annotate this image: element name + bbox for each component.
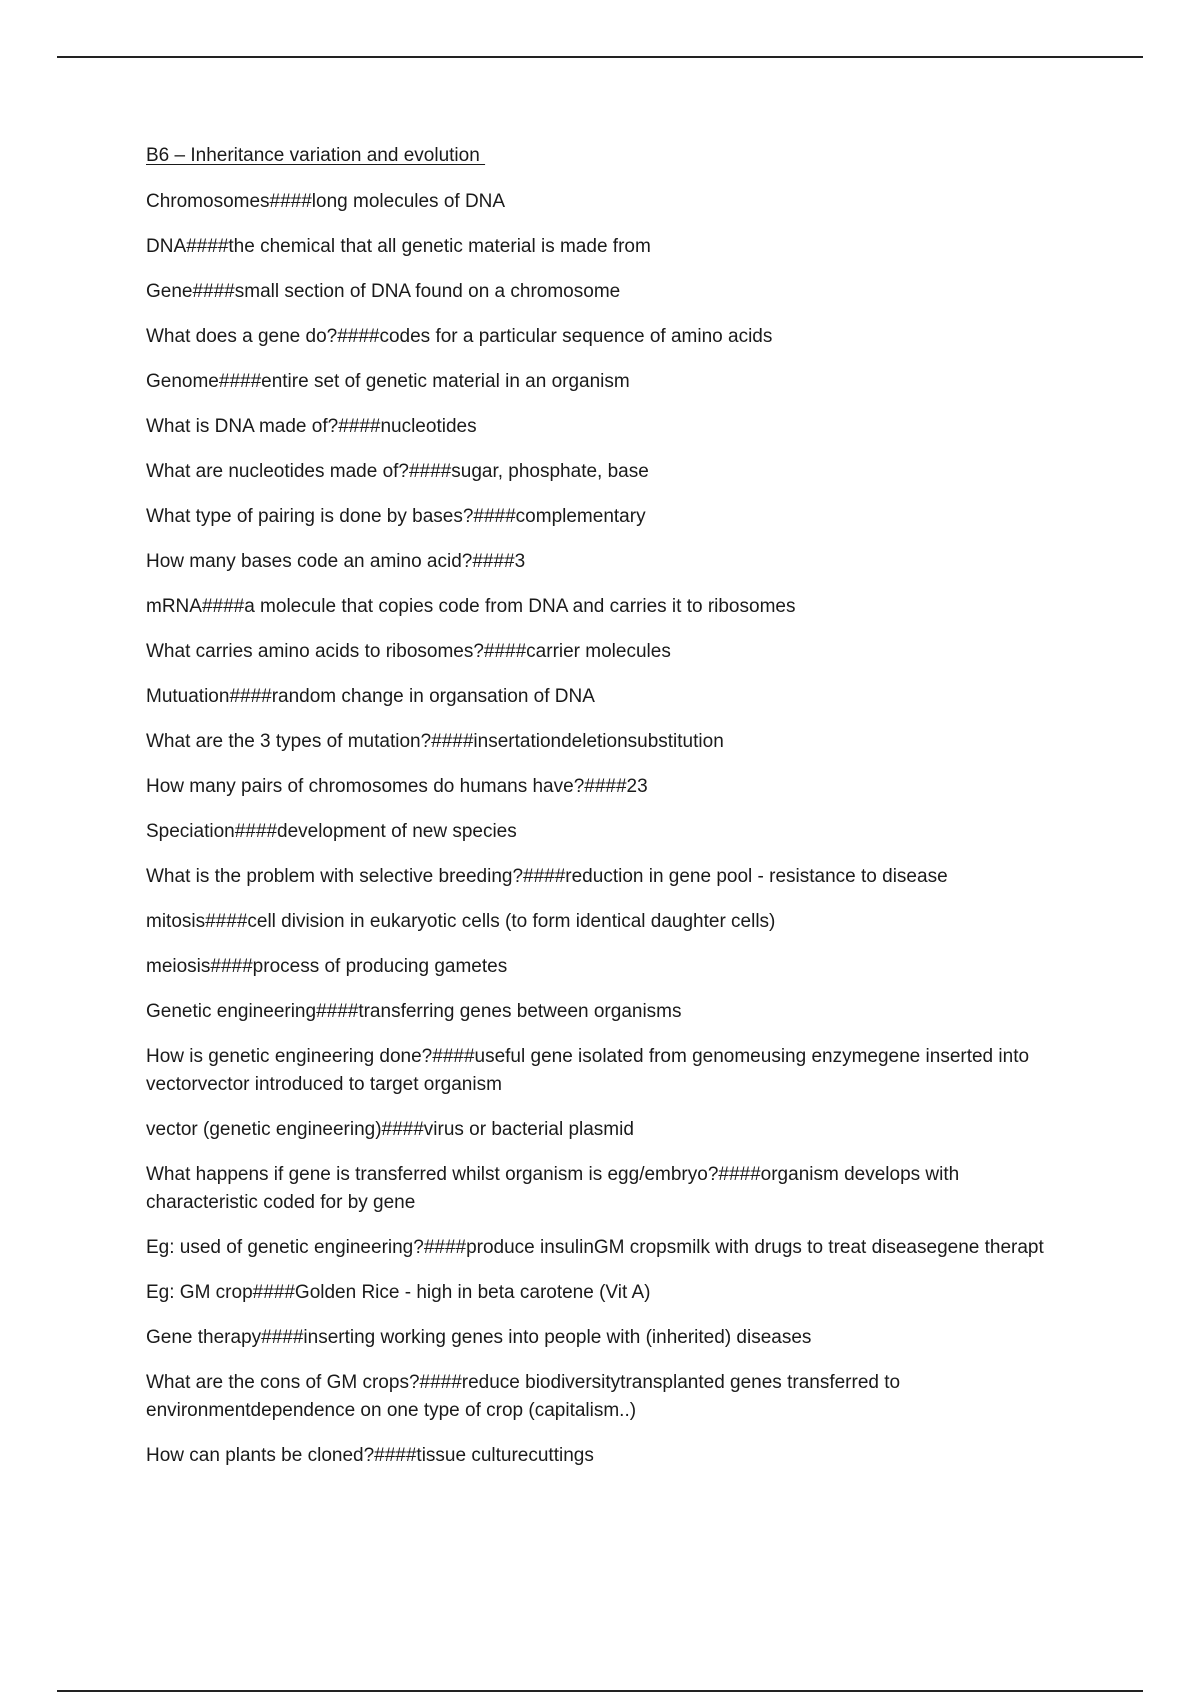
- flashcard-item: Gene####small section of DNA found on a chromosome: [146, 281, 621, 302]
- flashcard-item: What carries amino acids to ribosomes?####carrier molecules: [146, 641, 671, 662]
- flashcard-item: What is DNA made of?####nucleotides: [146, 416, 477, 437]
- flashcard-item: meiosis####process of producing gametes: [146, 956, 508, 977]
- flashcard-item: Genetic engineering####transferring genes between organisms: [146, 1001, 682, 1022]
- flashcard-item: Eg: used of genetic engineering?####produce insulinGM cropsmilk with drugs to treat diseasegene therapt: [146, 1237, 1044, 1258]
- page-top-rule: [57, 56, 1143, 58]
- flashcard-item: What happens if gene is transferred whilst organism is egg/embryo?####organism develops with characteristic coded for by gene: [146, 1164, 960, 1213]
- flashcard-item: What are the cons of GM crops?####reduce biodiversitytransplanted genes transferred to environmentdependence on one type of crop (capitalism..): [146, 1372, 901, 1421]
- flashcard-item: How many pairs of chromosomes do humans have?####23: [146, 776, 648, 797]
- flashcard-item: How is genetic engineering done?####useful gene isolated from genomeusing enzymegene inserted into vectorvector introduced to target organism: [146, 1046, 1030, 1095]
- flashcard-item: Genome####entire set of genetic material in an organism: [146, 371, 630, 392]
- flashcard-item: mitosis####cell division in eukaryotic cells (to form identical daughter cells): [146, 911, 776, 932]
- flashcard-item: Chromosomes####long molecules of DNA: [146, 191, 506, 212]
- flashcard-item: Gene therapy####inserting working genes into people with (inherited) diseases: [146, 1327, 812, 1348]
- flashcard-item: Eg: GM crop####Golden Rice - high in beta carotene (Vit A): [146, 1282, 651, 1303]
- flashcard-item: vector (genetic engineering)####virus or bacterial plasmid: [146, 1119, 634, 1140]
- flashcard-item: DNA####the chemical that all genetic material is made from: [146, 236, 651, 257]
- flashcard-item: How can plants be cloned?####tissue culturecuttings: [146, 1445, 594, 1466]
- flashcard-list: [146, 188, 1076, 1470]
- flashcard-item: How many bases code an amino acid?####3: [146, 551, 526, 572]
- flashcard-item: Speciation####development of new species: [146, 821, 517, 842]
- flashcard-item: mRNA####a molecule that copies code from DNA and carries it to ribosomes: [146, 596, 796, 617]
- page-bottom-rule: [57, 1690, 1143, 1692]
- flashcard-item: What are nucleotides made of?####sugar, phosphate, base: [146, 461, 649, 482]
- flashcard-item: What type of pairing is done by bases?####complementary: [146, 506, 646, 527]
- flashcard-item: What is the problem with selective breeding?####reduction in gene pool - resistance to disease: [146, 866, 948, 887]
- flashcard-item: Mutuation####random change in organsation of DNA: [146, 686, 595, 707]
- flashcard-item: What are the 3 types of mutation?####insertationdeletionsubstitution: [146, 731, 724, 752]
- flashcard-item: What does a gene do?####codes for a particular sequence of amino acids: [146, 326, 773, 347]
- document-body: [146, 144, 1076, 1487]
- document-title: B6 – Inheritance variation and evolution: [146, 145, 486, 166]
